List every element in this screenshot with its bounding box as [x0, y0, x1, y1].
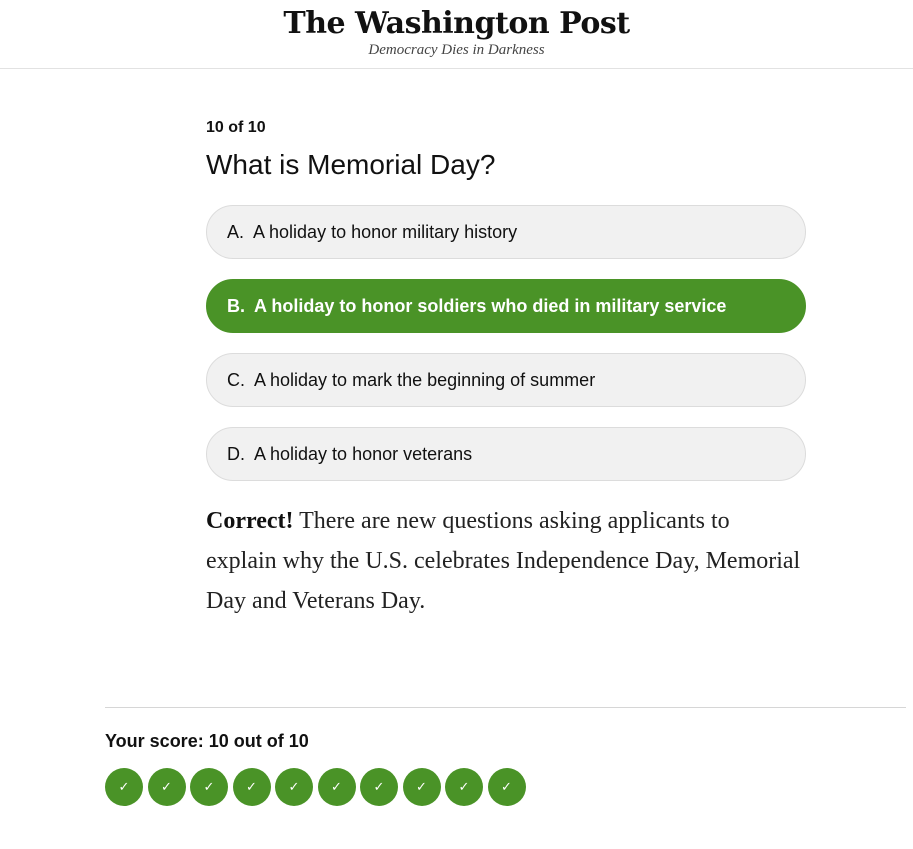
score-results [105, 768, 530, 806]
answer-option-d[interactable] [206, 427, 806, 481]
result-dot-4 [233, 768, 271, 806]
option-letter: B. [227, 295, 245, 316]
result-dot-8 [403, 768, 441, 806]
masthead [0, 0, 913, 69]
question-text: What is Memorial Day? [206, 149, 496, 180]
option-letter: D. [227, 443, 245, 464]
option-text: A holiday to mark the beginning of summer [254, 369, 596, 390]
check-icon: ✓ [501, 779, 512, 795]
answer-option-a[interactable] [206, 205, 806, 259]
answer-option-c[interactable] [206, 353, 806, 407]
check-icon: ✓ [288, 779, 300, 795]
check-icon: ✓ [161, 779, 172, 795]
check-icon: ✓ [246, 779, 257, 795]
result-dot-2 [148, 768, 186, 806]
check-icon: ✓ [118, 779, 130, 795]
result-dot-9 [445, 768, 483, 806]
option-letter: C. [227, 369, 245, 390]
check-icon: ✓ [373, 779, 385, 795]
option-letter: A. [227, 221, 245, 242]
answer-options [206, 205, 806, 481]
option-text: A holiday to honor military history [253, 221, 518, 242]
tagline: Democracy Dies in Darkness [368, 42, 545, 58]
score-summary: Your score: 10 out of 10 [105, 731, 309, 751]
result-dot-7 [360, 768, 398, 806]
result-dot-3 [190, 768, 228, 806]
result-dot-6 [318, 768, 356, 806]
answer-option-b[interactable] [206, 279, 806, 333]
score-divider [105, 707, 906, 708]
check-icon: ✓ [458, 779, 470, 795]
check-icon: ✓ [203, 779, 215, 795]
option-text: A holiday to honor soldiers who died in military service [254, 295, 727, 316]
option-text: A holiday to honor veterans [254, 443, 473, 464]
result-dot-1 [105, 768, 143, 806]
feedback-verdict: Correct! [206, 508, 294, 535]
quiz-question [206, 118, 806, 645]
result-dot-5 [275, 768, 313, 806]
result-dot-10 [488, 768, 526, 806]
feedback-explanation: There are new questions asking applicants to explain why the U.S. celebrates Independence Day, Memorial Day and Veterans Day. [206, 508, 801, 615]
question-progress: 10 of 10 [206, 119, 266, 136]
check-icon: ✓ [331, 779, 342, 795]
check-icon: ✓ [416, 779, 427, 795]
answer-feedback [206, 501, 806, 621]
washington-post-logo[interactable]: The Washington Post [283, 6, 630, 41]
